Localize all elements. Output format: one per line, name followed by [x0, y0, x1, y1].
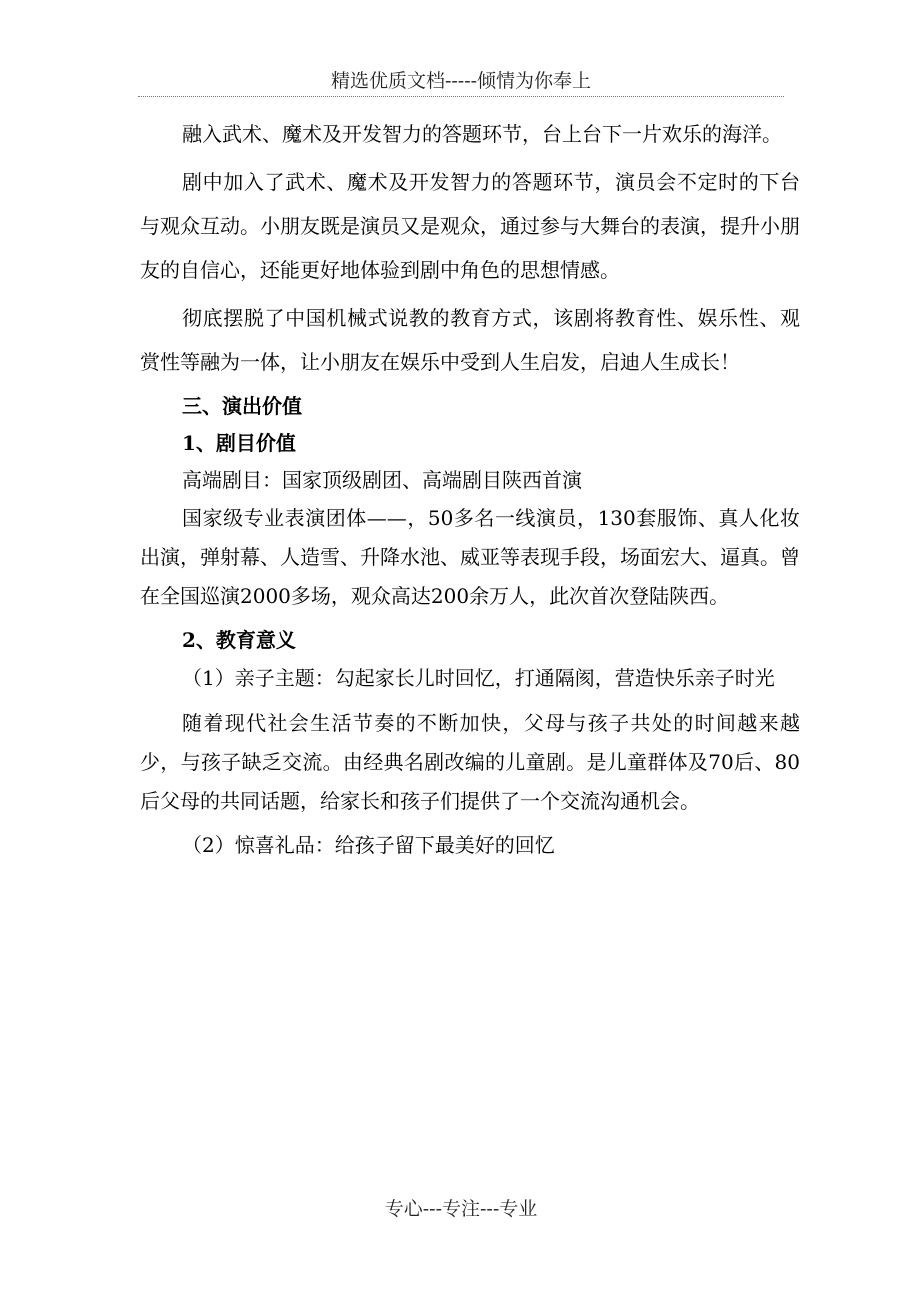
paragraph-surprise-gift: （2）惊喜礼品：给孩子留下最美好的回忆 [182, 833, 555, 857]
page-footer: 专心---专注---专业 [384, 1198, 538, 1220]
paragraph-national-troupe: 国家级专业表演团体——，50多名一线演员，130套服饰、真人化妆出演，弹射幕、人造雪、升降水池、威亚等表现手段，场面宏大、逼真。曾在全国巡演2000多场，观众高达200余万人，此次首次登陆陕西。 [140, 506, 800, 608]
section-heading-performance-value: 三、演出价值 [182, 394, 302, 418]
page-header: 精选优质文档-----倾情为你奉上 [330, 70, 592, 92]
paragraph-interaction: 剧中加入了武术、魔术及开发智力的答题环节，演员会不定时的下台与观众互动。小朋友既是演员又是观众，通过参与大舞台的表演，提升小朋友的自信心，还能更好地体验到剧中角色的思想情感。 [140, 170, 800, 282]
document-body [140, 112, 800, 864]
subheading-repertoire-value: 1、剧目价值 [182, 431, 296, 455]
header-divider [138, 96, 784, 97]
paragraph-high-end-repertoire: 高端剧目：国家顶级剧团、高端剧目陕西首演 [182, 468, 582, 492]
paragraph-modern-life: 随着现代社会生活节奏的不断加快，父母与孩子共处的时间越来越少，与孩子缺乏交流。由经典名剧改编的儿童剧。是儿童群体及70后、80后父母的共同话题，给家长和孩子们提供了一个交流沟通机会。 [140, 711, 800, 813]
paragraph-intro: 融入武术、魔术及开发智力的答题环节，台上台下一片欢乐的海洋。 [182, 122, 782, 146]
paragraph-parent-child-theme: （1）亲子主题：勾起家长儿时回忆，打通隔阂，营造快乐亲子时光 [182, 666, 775, 690]
paragraph-education-style: 彻底摆脱了中国机械式说教的教育方式，该剧将教育性、娱乐性、观赏性等融为一体，让小朋友在娱乐中受到人生启发，启迪人生成长！ [140, 306, 800, 374]
subheading-educational-significance: 2、教育意义 [182, 628, 296, 652]
